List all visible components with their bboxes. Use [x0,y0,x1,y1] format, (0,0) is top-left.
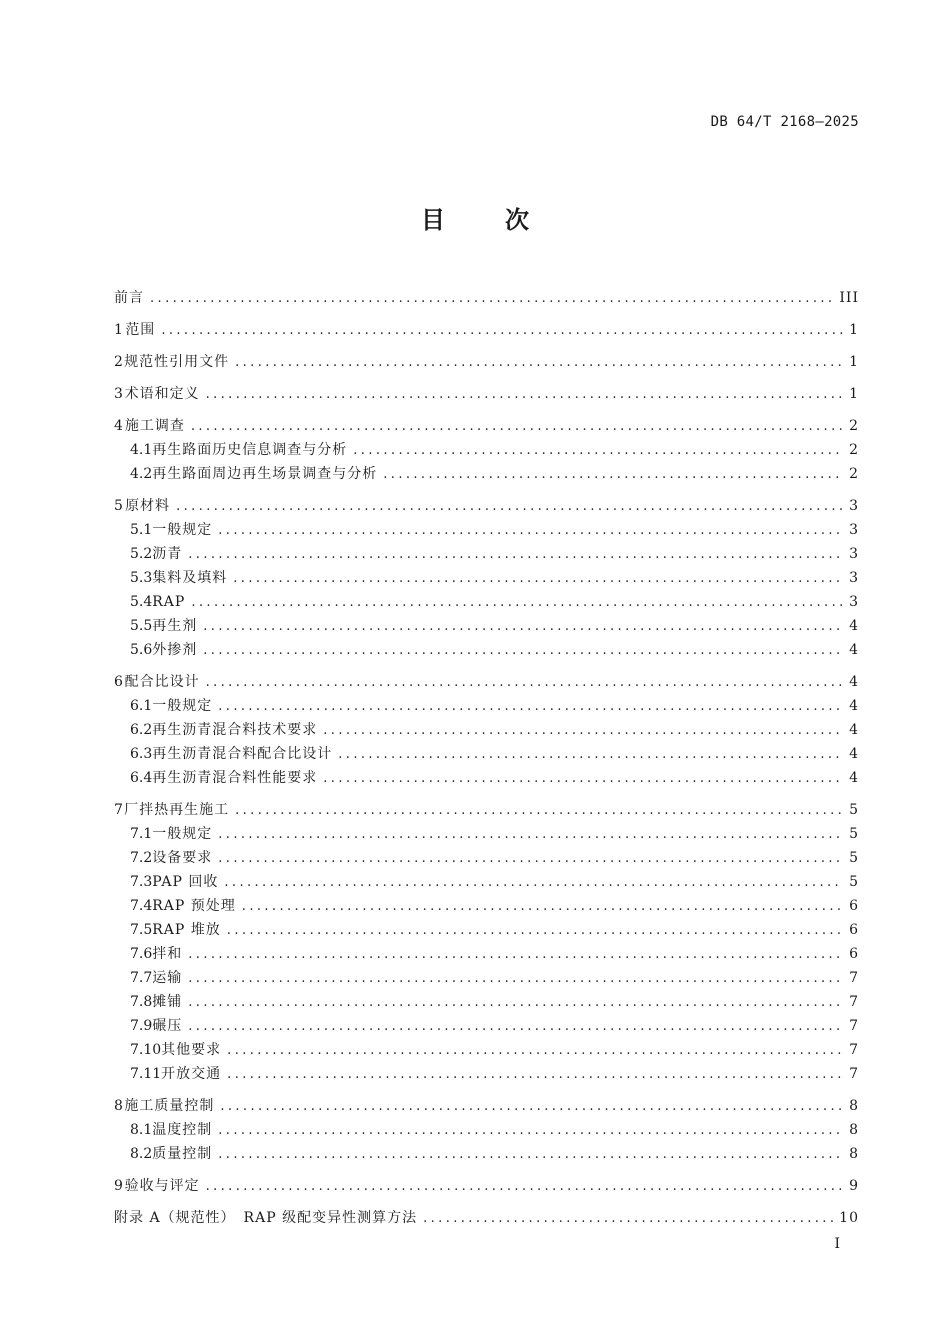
toc-page: 8 [849,1098,859,1114]
toc-label: 范围 [125,322,156,338]
toc-entry[interactable] [114,918,859,942]
toc-label: 一般规定 [152,826,213,842]
toc-number: 7.1 [130,826,153,842]
toc-page: 1 [849,322,859,338]
toc-number: 6.1 [130,698,153,714]
toc-number: 7.9 [130,1018,153,1034]
toc-label: 附录 A（规范性） RAP 级配变异性测算方法 [114,1210,418,1226]
toc-page: 3 [849,570,859,586]
toc-page: 2 [849,442,859,458]
toc-page: 6 [849,922,859,938]
toc-page: 7 [849,1042,859,1058]
toc-number: 1 [114,322,123,338]
toc-number: 6.2 [130,722,153,738]
toc-leader [218,1119,843,1143]
toc-number: 7.7 [130,970,153,986]
toc-label: 摊铺 [152,994,183,1010]
toc-label: 再生沥青混合料性能要求 [152,770,318,786]
toc-number: 5.3 [130,570,153,586]
toc-entry[interactable] [114,694,859,718]
toc-leader [353,439,843,463]
toc-entry[interactable] [114,638,859,662]
toc-page: 1 [849,354,859,370]
toc-leader [161,319,843,343]
toc-entry[interactable] [114,590,859,614]
toc-page: 4 [849,618,859,634]
toc-page: 7 [849,1066,859,1082]
toc-label: PAP 回收 [152,874,219,890]
toc-number: 5.6 [130,642,153,658]
toc-leader [188,1015,843,1039]
toc-page: 3 [849,522,859,538]
toc-leader [176,495,843,519]
toc-page: 2 [849,418,859,434]
toc-label: 施工质量控制 [124,1098,215,1114]
toc-page: 8 [849,1146,859,1162]
toc-label: 再生沥青混合料配合比设计 [152,746,333,762]
toc-leader [191,591,843,615]
toc-entry[interactable] [114,318,859,342]
toc-number: 8.2 [130,1146,153,1162]
toc-entry[interactable] [114,670,859,694]
toc-entry[interactable] [114,718,859,742]
toc-leader [203,639,843,663]
toc-page: 5 [849,874,859,890]
toc-leader [220,1095,843,1119]
toc-leader [224,871,843,895]
title-char-1: 目 [421,206,445,234]
toc-label: 其他要求 [161,1042,222,1058]
toc-leader [423,1207,833,1231]
toc-entry[interactable] [114,846,859,870]
toc-entry[interactable] [114,286,859,310]
toc-leader [227,919,843,943]
toc-label: 质量控制 [152,1146,213,1162]
toc-label: 配合比设计 [124,674,200,690]
toc-page: 4 [849,642,859,658]
toc-label: 术语和定义 [124,386,200,402]
toc-page: 5 [849,826,859,842]
toc-leader [227,1039,843,1063]
toc-number: 7.5 [130,922,153,938]
toc-page: 5 [849,802,859,818]
toc-number: 5 [114,498,123,514]
toc-page: 4 [849,674,859,690]
toc-leader [206,383,843,407]
toc-leader [203,615,843,639]
toc-entry[interactable] [114,894,859,918]
toc-entry[interactable] [114,1118,859,1142]
toc-page: 5 [849,850,859,866]
toc-entry[interactable] [114,414,859,438]
toc-entry[interactable] [114,1142,859,1166]
toc-page: 4 [849,698,859,714]
page-title [0,200,950,235]
toc-number: 2 [114,354,123,370]
toc-page: 7 [849,1018,859,1034]
toc-label: 再生路面周边再生场景调查与分析 [152,466,378,482]
toc-number: 9 [114,1178,123,1194]
toc-leader [242,895,843,919]
toc-leader [218,823,843,847]
toc-leader [206,1175,843,1199]
toc-label: 验收与评定 [124,1178,200,1194]
toc-entry[interactable] [114,494,859,518]
toc-entry[interactable] [114,438,859,462]
toc-leader [218,1143,843,1167]
toc-number: 7 [114,802,123,818]
toc-page: 4 [849,746,859,762]
table-of-contents [114,286,859,1230]
toc-number: 5.1 [130,522,153,538]
toc-label: 温度控制 [152,1122,213,1138]
toc-entry[interactable] [114,614,859,638]
toc-leader [235,799,843,823]
toc-leader [235,351,843,375]
toc-number: 5.4 [130,594,153,610]
toc-entry[interactable] [114,870,859,894]
toc-page: 1 [849,386,859,402]
toc-label: 集料及填料 [152,570,228,586]
toc-entry[interactable] [114,518,859,542]
toc-number: 8 [114,1098,123,1114]
toc-entry[interactable] [114,1174,859,1198]
toc-label: 原材料 [125,498,171,514]
toc-page: 3 [849,594,859,610]
toc-label: 一般规定 [152,698,213,714]
toc-entry[interactable] [114,1014,859,1038]
toc-label: 设备要求 [152,850,213,866]
toc-number: 6.4 [130,770,153,786]
toc-number: 7.2 [130,850,153,866]
toc-page: 2 [849,466,859,482]
toc-label: 碾压 [152,1018,183,1034]
toc-leader [227,1063,843,1087]
toc-page: 6 [849,898,859,914]
toc-number: 7.11 [130,1066,162,1082]
toc-page: 3 [849,546,859,562]
toc-label: 外掺剂 [152,642,198,658]
toc-number: 3 [114,386,123,402]
toc-leader [323,719,843,743]
toc-label: 规范性引用文件 [124,354,230,370]
toc-label: 施工调查 [124,418,185,434]
toc-entry[interactable] [114,350,859,374]
toc-label: 厂拌热再生施工 [124,802,230,818]
toc-page: 4 [849,722,859,738]
toc-entry[interactable] [114,990,859,1014]
toc-label: 运输 [152,970,183,986]
toc-number: 8.1 [130,1122,153,1138]
toc-label: 沥青 [152,546,183,562]
toc-label: 前言 [114,290,144,306]
toc-page: 8 [849,1122,859,1138]
toc-number: 5.2 [130,546,153,562]
toc-label: RAP 预处理 [152,898,236,914]
toc-entry[interactable] [114,462,859,486]
toc-leader [188,543,843,567]
toc-number: 7.10 [130,1042,162,1058]
toc-page: 9 [849,1178,859,1194]
toc-entry[interactable] [114,966,859,990]
toc-entry[interactable] [114,822,859,846]
toc-page: 3 [849,498,859,514]
toc-page: 4 [849,770,859,786]
toc-number: 7.4 [130,898,153,914]
toc-label: 再生沥青混合料技术要求 [152,722,318,738]
toc-label: 再生剂 [152,618,198,634]
toc-leader [323,767,843,791]
toc-leader [218,519,843,543]
toc-number: 7.6 [130,946,153,962]
toc-entry[interactable] [114,798,859,822]
toc-number: 4.1 [130,442,153,458]
toc-page: III [839,290,859,306]
toc-leader [188,991,843,1015]
toc-label: 一般规定 [152,522,213,538]
toc-page: 10 [839,1210,859,1226]
toc-number: 6.3 [130,746,153,762]
page-number: I [834,1236,840,1252]
toc-leader [383,463,843,487]
toc-number: 7.3 [130,874,153,890]
toc-page: 7 [849,970,859,986]
toc-entry[interactable] [114,566,859,590]
toc-label: 再生路面历史信息调查与分析 [152,442,348,458]
toc-entry[interactable] [114,1062,859,1086]
toc-leader [191,415,843,439]
toc-page: 7 [849,994,859,1010]
toc-entry[interactable] [114,766,859,790]
toc-leader [150,287,833,311]
toc-entry[interactable] [114,542,859,566]
toc-entry[interactable] [114,742,859,766]
toc-label: RAP [152,594,186,610]
toc-leader [188,967,843,991]
document-code: DB 64/T 2168—2025 [710,114,859,130]
title-char-2: 次 [505,206,529,234]
toc-entry[interactable] [114,382,859,406]
toc-leader [218,847,843,871]
toc-entry[interactable] [114,1038,859,1062]
toc-leader [206,671,843,695]
toc-leader [188,943,843,967]
toc-number: 6 [114,674,123,690]
toc-number: 5.5 [130,618,153,634]
toc-entry[interactable] [114,1206,859,1230]
toc-page: 6 [849,946,859,962]
toc-label: 开放交通 [161,1066,222,1082]
toc-leader [233,567,843,591]
toc-number: 7.8 [130,994,153,1010]
toc-label: RAP 堆放 [152,922,221,938]
toc-label: 拌和 [152,946,183,962]
toc-number: 4.2 [130,466,153,482]
toc-leader [218,695,843,719]
toc-leader [338,743,843,767]
toc-entry[interactable] [114,942,859,966]
toc-number: 4 [114,418,123,434]
toc-entry[interactable] [114,1094,859,1118]
